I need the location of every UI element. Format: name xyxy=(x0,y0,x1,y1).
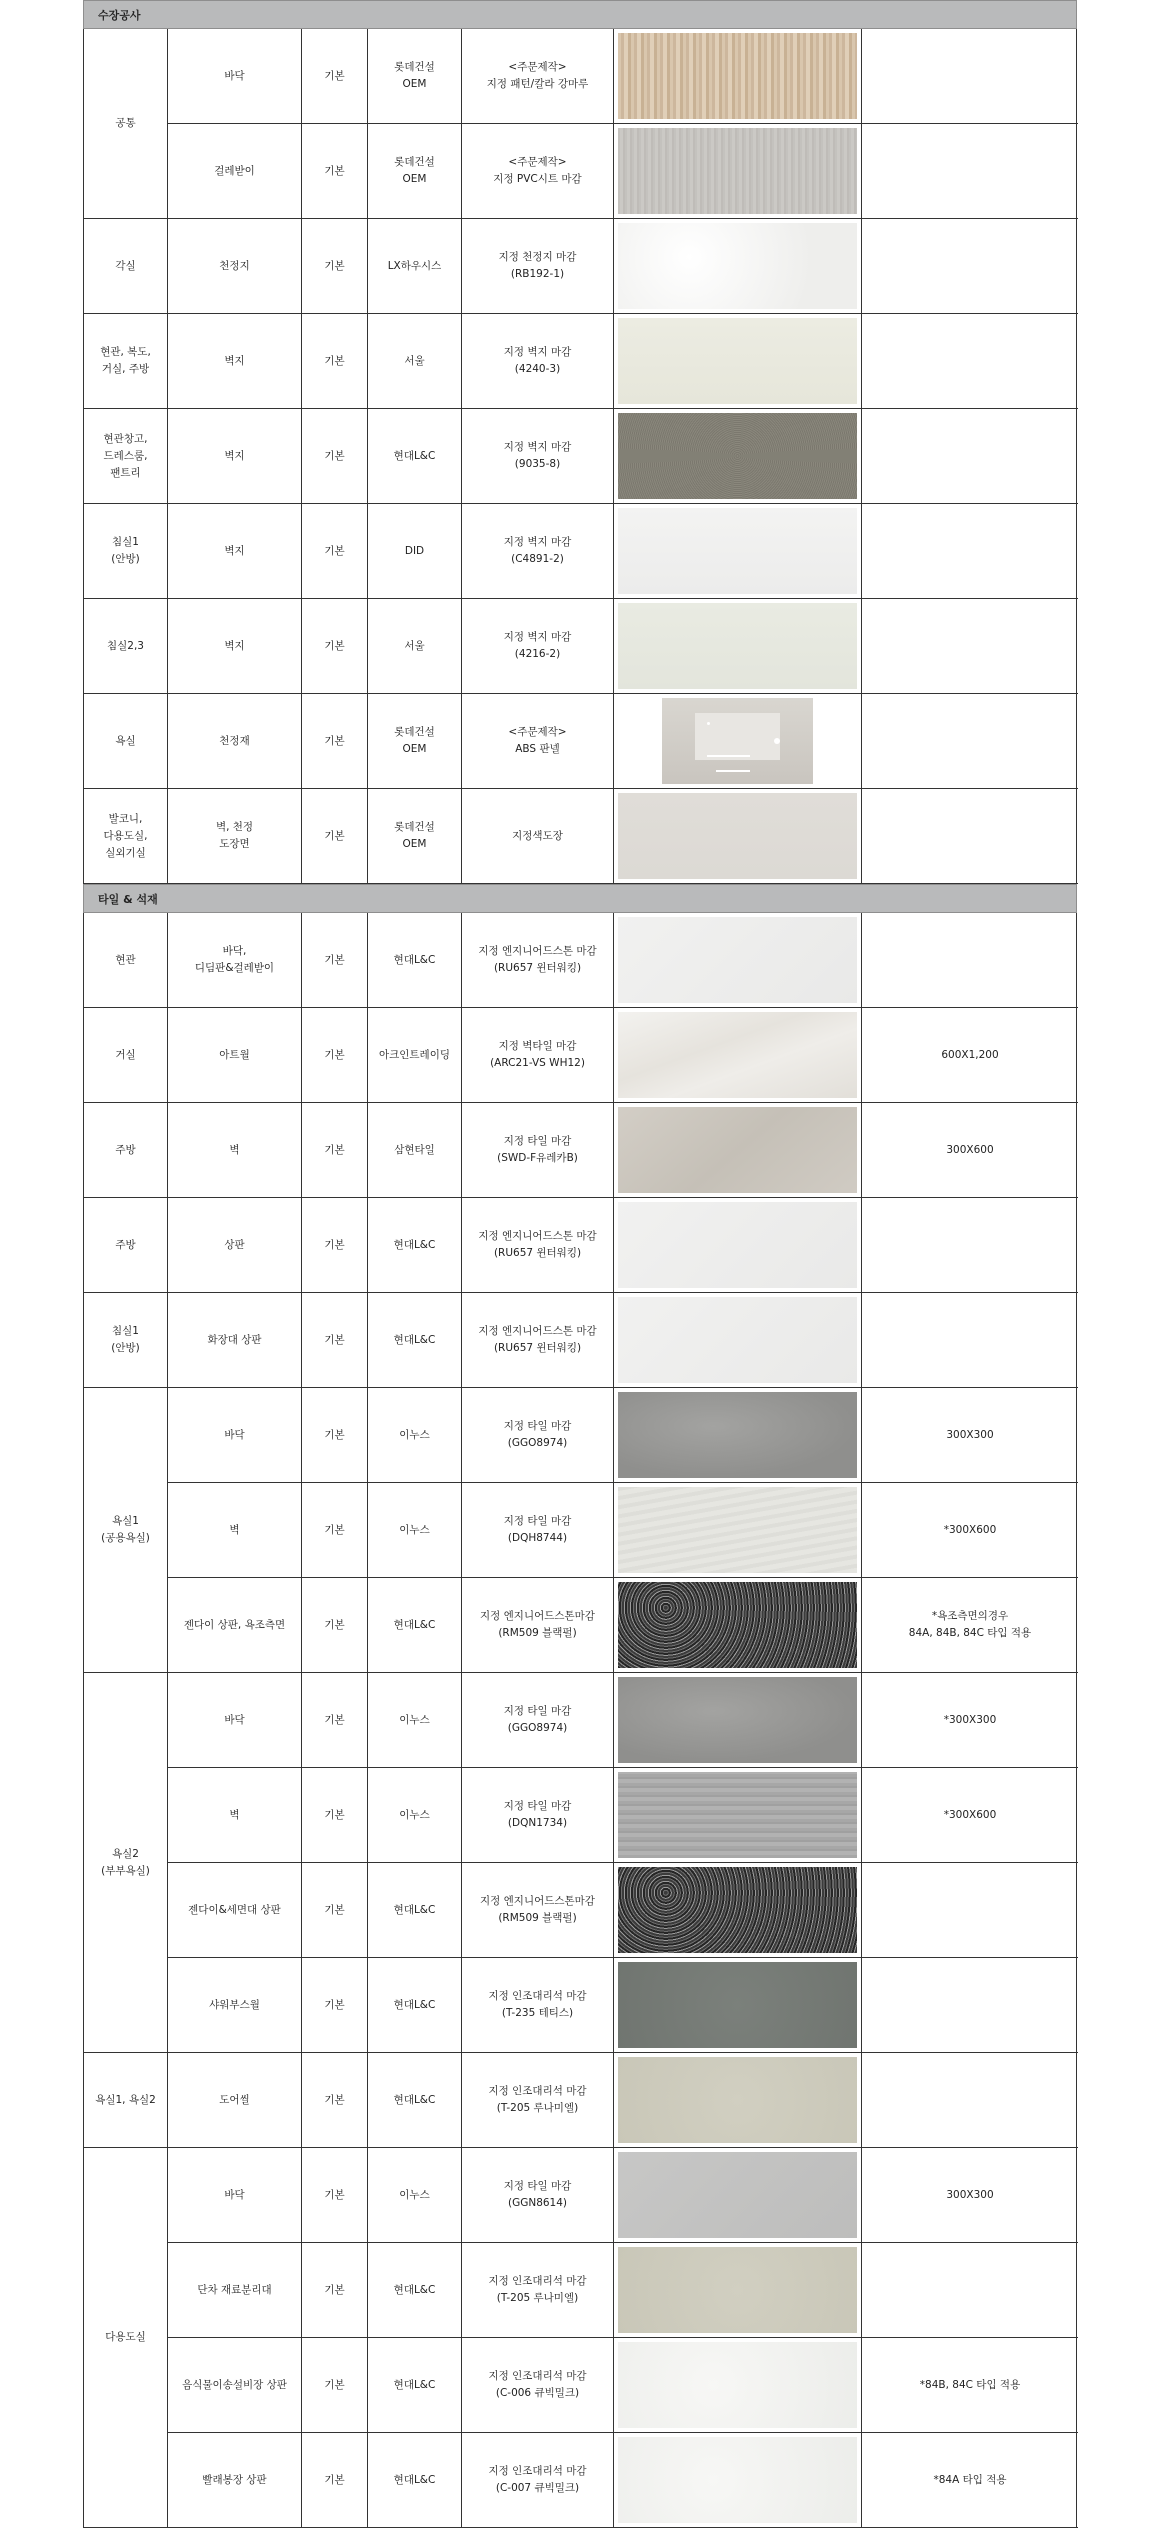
maker-cell: 롯데건설 OEM xyxy=(368,29,462,124)
note-cell: *욕조측면의경우 84A, 84B, 84C 타입 적용 xyxy=(862,1578,1078,1673)
grade-cell: 기본 xyxy=(302,694,368,789)
material-sample-cell xyxy=(614,1578,862,1673)
spec-cell: 지정 엔지니어드스톤마감 (RM509 블랙펄) xyxy=(462,1863,614,1958)
material-sample-cell xyxy=(614,219,862,314)
maker-cell: 롯데건설 OEM xyxy=(368,789,462,884)
material-swatch-image xyxy=(618,2057,857,2143)
location-cell: 욕실2 (부부욕실) xyxy=(84,1673,168,2053)
note-cell xyxy=(862,1958,1078,2053)
part-cell: 천정재 xyxy=(168,694,302,789)
spec-cell: 지정색도장 xyxy=(462,789,614,884)
rendering-light-bar xyxy=(707,755,749,757)
grade-cell: 기본 xyxy=(302,1578,368,1673)
maker-cell: 서울 xyxy=(368,314,462,409)
maker-cell: 현대L&C xyxy=(368,1578,462,1673)
maker-cell: 현대L&C xyxy=(368,1958,462,2053)
note-cell: *84A 타입 적용 xyxy=(862,2433,1078,2528)
material-sample-cell xyxy=(614,1198,862,1293)
maker-cell: 현대L&C xyxy=(368,1198,462,1293)
maker-cell: 현대L&C xyxy=(368,913,462,1008)
grade-cell: 기본 xyxy=(302,1198,368,1293)
part-cell: 빨래봉장 상판 xyxy=(168,2433,302,2528)
part-cell: 도어씰 xyxy=(168,2053,302,2148)
material-swatch-image xyxy=(618,2152,857,2238)
maker-cell: LX하우시스 xyxy=(368,219,462,314)
section-header: 수장공사 xyxy=(83,0,1077,29)
spec-cell: 지정 인조대리석 마감 (T-205 루나미엘) xyxy=(462,2053,614,2148)
spec-cell: 지정 벽타일 마감 (ARC21-VS WH12) xyxy=(462,1008,614,1103)
part-cell: 벽지 xyxy=(168,314,302,409)
spec-cell: 지정 인조대리석 마감 (C-006 큐빅밀크) xyxy=(462,2338,614,2433)
part-cell: 음식물이송설비장 상판 xyxy=(168,2338,302,2433)
part-cell: 바닥 xyxy=(168,1388,302,1483)
grade-cell: 기본 xyxy=(302,1863,368,1958)
grade-cell: 기본 xyxy=(302,29,368,124)
note-cell xyxy=(862,2243,1078,2338)
note-cell xyxy=(862,219,1078,314)
spec-cell: 지정 타일 마감 (GGO8974) xyxy=(462,1673,614,1768)
maker-cell: 현대L&C xyxy=(368,2243,462,2338)
part-cell: 단차 재료분리대 xyxy=(168,2243,302,2338)
material-sample-cell xyxy=(614,599,862,694)
material-swatch-image xyxy=(618,1107,857,1193)
note-cell xyxy=(862,1863,1078,1958)
material-swatch-image xyxy=(618,508,857,594)
grade-cell: 기본 xyxy=(302,504,368,599)
note-cell xyxy=(862,599,1078,694)
grade-cell: 기본 xyxy=(302,1483,368,1578)
spec-cell: 지정 엔지니어드스톤 마감 (RU657 윈터워킹) xyxy=(462,1293,614,1388)
material-swatch-image xyxy=(618,793,857,879)
material-swatch-image xyxy=(618,128,857,214)
grade-cell: 기본 xyxy=(302,2433,368,2528)
spec-cell: 지정 벽지 마감 (9035-8) xyxy=(462,409,614,504)
material-swatch-image xyxy=(618,1202,857,1288)
location-cell: 욕실1 (공용욕실) xyxy=(84,1388,168,1673)
spec-cell: 지정 타일 마감 (DQN1734) xyxy=(462,1768,614,1863)
spec-cell: 지정 엔지니어드스톤 마감 (RU657 윈터워킹) xyxy=(462,913,614,1008)
material-swatch-image xyxy=(618,2342,857,2428)
spec-cell: 지정 타일 마감 (DQH8744) xyxy=(462,1483,614,1578)
material-swatch-image xyxy=(618,1677,857,1763)
spec-cell: <주문제작> ABS 판넬 xyxy=(462,694,614,789)
material-sample-cell xyxy=(614,1863,862,1958)
note-cell xyxy=(862,1293,1078,1388)
maker-cell: DID xyxy=(368,504,462,599)
grade-cell: 기본 xyxy=(302,2053,368,2148)
spec-cell: 지정 인조대리석 마감 (T-205 루나미엘) xyxy=(462,2243,614,2338)
location-cell: 현관, 복도, 거실, 주방 xyxy=(84,314,168,409)
part-cell: 바닥 xyxy=(168,2148,302,2243)
spec-cell: 지정 천정지 마감 (RB192-1) xyxy=(462,219,614,314)
material-swatch-image xyxy=(618,1297,857,1383)
material-swatch-image xyxy=(618,1582,857,1668)
material-sample-cell xyxy=(614,314,862,409)
grade-cell: 기본 xyxy=(302,2338,368,2433)
part-cell: 바닥 xyxy=(168,29,302,124)
maker-cell: 현대L&C xyxy=(368,1293,462,1388)
maker-cell: 이누스 xyxy=(368,1388,462,1483)
location-cell: 각실 xyxy=(84,219,168,314)
section-table xyxy=(83,29,1077,884)
location-cell: 거실 xyxy=(84,1008,168,1103)
material-sample-cell xyxy=(614,1293,862,1388)
location-cell: 발코니, 다용도실, 실외기실 xyxy=(84,789,168,884)
location-cell: 욕실1, 욕실2 xyxy=(84,2053,168,2148)
note-cell: 300X300 xyxy=(862,2148,1078,2243)
material-sample-cell xyxy=(614,29,862,124)
spec-cell: 지정 벽지 마감 (4240-3) xyxy=(462,314,614,409)
section-header: 타일 & 석재 xyxy=(83,884,1077,913)
note-cell xyxy=(862,124,1078,219)
material-swatch-image xyxy=(618,318,857,404)
maker-cell: 롯데건설 OEM xyxy=(368,124,462,219)
spec-cell: 지정 타일 마감 (SWD-F유레카B) xyxy=(462,1103,614,1198)
material-swatch-image xyxy=(618,223,857,309)
spec-cell: <주문제작> 지정 패턴/칼라 강마루 xyxy=(462,29,614,124)
rendering-lamp xyxy=(774,738,780,744)
material-sample-cell xyxy=(614,1673,862,1768)
note-cell xyxy=(862,409,1078,504)
material-swatch-image xyxy=(618,1867,857,1953)
material-sample-cell xyxy=(614,1483,862,1578)
part-cell: 벽 xyxy=(168,1768,302,1863)
note-cell: 600X1,200 xyxy=(862,1008,1078,1103)
part-cell: 화장대 상판 xyxy=(168,1293,302,1388)
material-sample-cell xyxy=(614,2338,862,2433)
spec-cell: 지정 타일 마감 (GGN8614) xyxy=(462,2148,614,2243)
material-sample-cell xyxy=(614,409,862,504)
maker-cell: 이누스 xyxy=(368,2148,462,2243)
part-cell: 아트월 xyxy=(168,1008,302,1103)
part-cell: 벽지 xyxy=(168,409,302,504)
spec-cell: 지정 인조대리석 마감 (C-007 큐빅밀크) xyxy=(462,2433,614,2528)
location-cell: 공통 xyxy=(84,29,168,219)
note-cell: *84B, 84C 타입 적용 xyxy=(862,2338,1078,2433)
part-cell: 벽, 천정 도장면 xyxy=(168,789,302,884)
material-sample-cell xyxy=(614,694,862,789)
rendering-light-bar xyxy=(716,770,749,772)
location-cell: 주방 xyxy=(84,1198,168,1293)
note-cell xyxy=(862,913,1078,1008)
spec-cell: 지정 인조대리석 마감 (T-235 테티스) xyxy=(462,1958,614,2053)
material-swatch-image xyxy=(618,917,857,1003)
part-cell: 벽지 xyxy=(168,599,302,694)
material-sample-cell xyxy=(614,789,862,884)
part-cell: 벽 xyxy=(168,1483,302,1578)
material-swatch-image xyxy=(618,33,857,119)
part-cell: 샤워부스월 xyxy=(168,1958,302,2053)
note-cell xyxy=(862,694,1078,789)
material-sample-cell xyxy=(614,2053,862,2148)
note-cell xyxy=(862,504,1078,599)
grade-cell: 기본 xyxy=(302,2243,368,2338)
material-swatch-image xyxy=(618,2437,857,2523)
note-cell: *300X300 xyxy=(862,1673,1078,1768)
grade-cell: 기본 xyxy=(302,314,368,409)
note-cell xyxy=(862,29,1078,124)
spec-cell: <주문제작> 지정 PVC시트 마감 xyxy=(462,124,614,219)
spec-cell: 지정 벽지 마감 (C4891-2) xyxy=(462,504,614,599)
grade-cell: 기본 xyxy=(302,2148,368,2243)
part-cell: 상판 xyxy=(168,1198,302,1293)
part-cell: 바닥 xyxy=(168,1673,302,1768)
material-swatch-image xyxy=(618,603,857,689)
part-cell: 젠다이 상판, 욕조측면 xyxy=(168,1578,302,1673)
spec-cell: 지정 타일 마감 (GGO8974) xyxy=(462,1388,614,1483)
location-cell: 다용도실 xyxy=(84,2148,168,2528)
grade-cell: 기본 xyxy=(302,219,368,314)
location-cell: 침실1 (안방) xyxy=(84,504,168,599)
grade-cell: 기본 xyxy=(302,1673,368,1768)
grade-cell: 기본 xyxy=(302,1768,368,1863)
material-swatch-image xyxy=(618,1392,857,1478)
material-sample-cell xyxy=(614,1958,862,2053)
maker-cell: 이누스 xyxy=(368,1483,462,1578)
rendering-back-wall xyxy=(695,713,780,759)
grade-cell: 기본 xyxy=(302,1388,368,1483)
material-swatch-image xyxy=(618,1772,857,1858)
note-cell: 300X300 xyxy=(862,1388,1078,1483)
maker-cell: 현대L&C xyxy=(368,2433,462,2528)
material-sample-cell xyxy=(614,124,862,219)
material-sample-cell xyxy=(614,504,862,599)
maker-cell: 이누스 xyxy=(368,1768,462,1863)
note-cell: 300X600 xyxy=(862,1103,1078,1198)
location-cell: 주방 xyxy=(84,1103,168,1198)
spec-cell: 지정 엔지니어드스톤 마감 (RU657 윈터워킹) xyxy=(462,1198,614,1293)
note-cell xyxy=(862,2053,1078,2148)
maker-cell: 아크인트레이딩 xyxy=(368,1008,462,1103)
location-cell: 욕실 xyxy=(84,694,168,789)
note-cell: *300X600 xyxy=(862,1768,1078,1863)
maker-cell: 현대L&C xyxy=(368,409,462,504)
note-cell: *300X600 xyxy=(862,1483,1078,1578)
material-sample-cell xyxy=(614,1388,862,1483)
material-swatch-image xyxy=(618,2247,857,2333)
maker-cell: 서울 xyxy=(368,599,462,694)
location-cell: 침실2,3 xyxy=(84,599,168,694)
material-swatch-image xyxy=(618,413,857,499)
maker-cell: 현대L&C xyxy=(368,2053,462,2148)
grade-cell: 기본 xyxy=(302,124,368,219)
grade-cell: 기본 xyxy=(302,599,368,694)
grade-cell: 기본 xyxy=(302,1103,368,1198)
note-cell xyxy=(862,789,1078,884)
grade-cell: 기본 xyxy=(302,1958,368,2053)
part-cell: 벽 xyxy=(168,1103,302,1198)
material-sample-cell xyxy=(614,2243,862,2338)
material-sample-cell xyxy=(614,1008,862,1103)
note-cell xyxy=(862,314,1078,409)
grade-cell: 기본 xyxy=(302,1008,368,1103)
grade-cell: 기본 xyxy=(302,913,368,1008)
location-cell: 현관 xyxy=(84,913,168,1008)
location-cell: 현관창고, 드레스룸, 팬트리 xyxy=(84,409,168,504)
maker-cell: 롯데건설 OEM xyxy=(368,694,462,789)
material-sample-cell xyxy=(614,913,862,1008)
part-cell: 젠다이&세면대 상판 xyxy=(168,1863,302,1958)
material-swatch-image xyxy=(618,1012,857,1098)
note-cell xyxy=(862,1198,1078,1293)
material-swatch-image xyxy=(618,1962,857,2048)
maker-cell: 삼현타일 xyxy=(368,1103,462,1198)
grade-cell: 기본 xyxy=(302,1293,368,1388)
part-cell: 천정지 xyxy=(168,219,302,314)
part-cell: 걸레받이 xyxy=(168,124,302,219)
grade-cell: 기본 xyxy=(302,789,368,884)
material-sample-cell xyxy=(614,1103,862,1198)
maker-cell: 이누스 xyxy=(368,1673,462,1768)
material-sample-cell xyxy=(614,2433,862,2528)
ceiling-panel-rendering-image xyxy=(662,698,813,784)
location-cell: 침실1 (안방) xyxy=(84,1293,168,1388)
material-sample-cell xyxy=(614,1768,862,1863)
spec-cell: 지정 엔지니어드스톤마감 (RM509 블랙펄) xyxy=(462,1578,614,1673)
maker-cell: 현대L&C xyxy=(368,2338,462,2433)
maker-cell: 현대L&C xyxy=(368,1863,462,1958)
part-cell: 벽지 xyxy=(168,504,302,599)
section-table xyxy=(83,913,1077,2528)
finish-schedule-sheet xyxy=(83,0,1077,2528)
spec-cell: 지정 벽지 마감 (4216-2) xyxy=(462,599,614,694)
material-sample-cell xyxy=(614,2148,862,2243)
grade-cell: 기본 xyxy=(302,409,368,504)
part-cell: 바닥, 디딤판&걸레받이 xyxy=(168,913,302,1008)
material-swatch-image xyxy=(618,1487,857,1573)
